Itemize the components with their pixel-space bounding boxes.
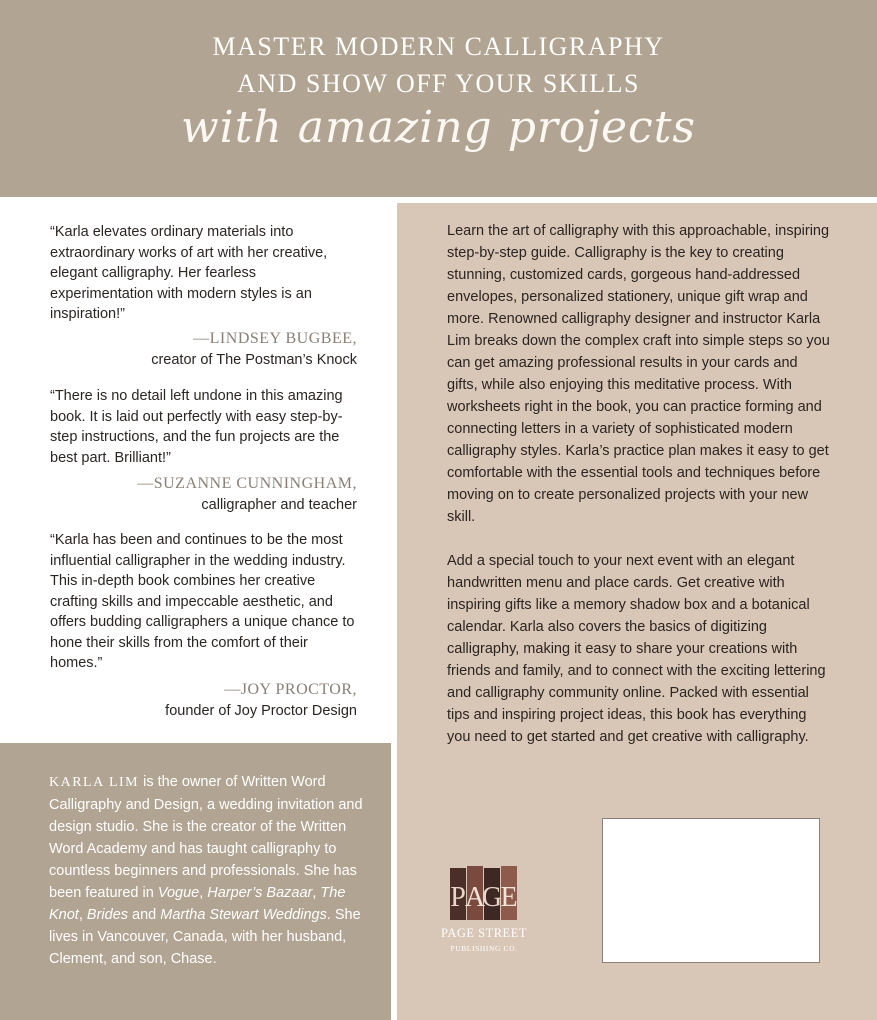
- headline-script: with amazing projects: [181, 102, 696, 153]
- description-paragraph: Learn the art of calligraphy with this approachable, inspiring step-by-step guide. Calligraphy is the key to creating stunning, customized cards, gorgeous hand-addressed envelopes, personalized stationery, unique gift wrap and more. Renowned calligraphy designer and instructor Karla Lim breaks down the complex craft into simple steps so you can get amazing professional results in your cards and gifts, while also enjoying this meditative process. With worksheets right in the book, you can practice forming and connecting letters in a variety of sophisticated modern calligraphy styles. Karla’s practice plan makes it easy to get comfortable with the essential tools and techniques before moving on to create personalized projects with your new skill.: [447, 223, 830, 525]
- testimonial-author: —JOY PROCTOR,: [224, 681, 357, 698]
- author-bio: [49, 771, 369, 970]
- bio-text: is the owner of Written Word Calligraphy and Design, a wedding invitation and design studio. She is the creator of the Written Word Academy and has taught calligraphy to countless beginners and professionals. She has been featured in: [49, 774, 363, 901]
- testimonial-role: calligrapher and teacher: [201, 497, 357, 513]
- publisher-subtitle: PUBLISHING CO.: [450, 944, 518, 953]
- bio-separator: ,: [312, 885, 321, 901]
- testimonial-quote: “There is no detail left undone in this amazing book. It is laid out perfectly with easy step-by-step instructions, and the fun projects are the best part. Brilliant!”: [50, 388, 343, 466]
- page-street-logo-icon: [449, 864, 519, 924]
- publication-name: Vogue: [157, 885, 200, 901]
- barcode-placeholder: [602, 818, 820, 963]
- logo-letter-e: E: [500, 882, 518, 913]
- headline-line-2: AND SHOW OFF YOUR SKILLS: [237, 69, 640, 98]
- testimonial-quote: “Karla has been and continues to be the most influential calligrapher in the wedding industry. This in-depth book combines her creative crafting skills and impeccable aesthetic, and offers budding calligraphers a unique chance to hone their skills from the comfort of their homes.”: [50, 532, 355, 671]
- testimonial-author: —SUZANNE CUNNINGHAM,: [137, 475, 357, 492]
- headline-line-1: MASTER MODERN CALLIGRAPHY: [212, 32, 665, 61]
- publication-name: The Knot: [49, 885, 346, 923]
- publisher-name: PAGE STREET: [441, 926, 527, 940]
- bio-separator: ,: [78, 907, 87, 923]
- testimonial-role: founder of Joy Proctor Design: [165, 703, 357, 719]
- logo-letter-p: P: [450, 882, 466, 913]
- publication-name: Harper’s Bazaar: [207, 885, 313, 901]
- publication-name: Martha Stewart Weddings: [160, 907, 327, 923]
- logo-letter-a: A: [464, 882, 486, 913]
- bio-separator: ,: [199, 885, 208, 901]
- header-banner: [0, 0, 877, 197]
- publication-name: Brides: [86, 907, 129, 923]
- bio-text: . She lives in Vancouver, Canada, with her husband, Clement, and son, Chase.: [49, 907, 361, 967]
- author-name: KARLA LIM: [49, 775, 140, 790]
- logo-letter-g: G: [481, 882, 503, 913]
- testimonial-role: creator of The Postman’s Knock: [151, 352, 357, 368]
- testimonial-author: —LINDSEY BUGBEE,: [193, 330, 357, 347]
- bio-separator: and: [128, 907, 161, 923]
- publisher-logo: [441, 864, 527, 964]
- description-paragraph: Add a special touch to your next event with an elegant handwritten menu and place cards. Get creative with inspiring gifts like a memory shadow box and a botanical calendar. Karla also covers the basics of digitizing calligraphy, making it easy to share your creations with friends and family, and to connect with the exciting lettering and calligraphy community online. Packed with essential tips and inspiring project ideas, this book has everything you need to get started and get creative with calligraphy.: [447, 553, 826, 745]
- testimonial-quote: “Karla elevates ordinary materials into extraordinary works of art with her creative, elegant calligraphy. Her fearless experimentation with modern styles is an inspiration!”: [50, 224, 328, 322]
